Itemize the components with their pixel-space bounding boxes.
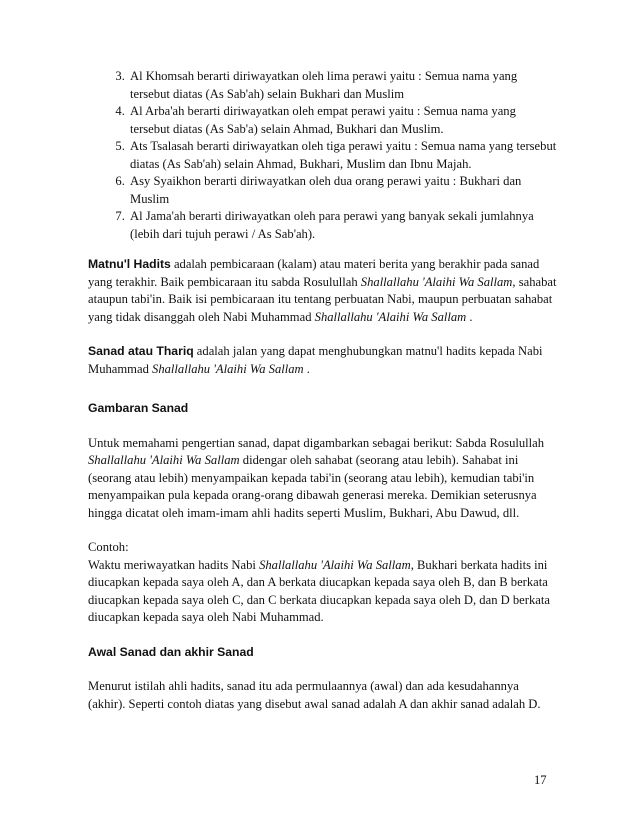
matnul-hadits-paragraph xyxy=(88,256,558,326)
sanad-thariq-paragraph xyxy=(88,343,558,378)
paragraph-text: Untuk memahami pengertian sanad, dapat digambarkan sebagai berikut: Sabda Rosulullah xyxy=(88,435,545,450)
honorific-italic: Shallallahu 'Alaihi Wa Sallam xyxy=(259,557,411,572)
list-item: 3. Al Khomsah berarti diriwayatkan oleh lima perawi yaitu : Semua nama yang tersebut diatas (As Sab'ah) selain Bukhari dan Muslim xyxy=(128,68,558,103)
list-item: 4. Al Arba'ah berarti diriwayatkan oleh empat perawi yaitu : Semua nama yang tersebut diatas (As Sab'a) selain Ahmad, Bukhari dan Muslim. xyxy=(128,103,558,138)
paragraph-text: adalah pembicaraan (kalam) atau materi berita yang berakhir pada sanad yang terakhir. Baik pembicaraan itu sabda Rosulullah xyxy=(88,257,540,289)
paragraph-text: adalah jalan yang dapat menghubungkan matnu'l hadits kepada Nabi Muhammad xyxy=(88,344,543,376)
list-item: 5. Ats Tsalasah berarti diriwayatkan oleh tiga perawi yaitu : Semua nama yang tersebut diatas (As Sab'ah) selain Ahmad, Bukhari, Muslim dan Ibnu Majah. xyxy=(128,138,558,173)
contoh-paragraph xyxy=(88,539,558,627)
page-number: 17 xyxy=(534,773,547,787)
paragraph-text: . xyxy=(303,361,310,376)
sanad-thariq-term: Sanad atau Thariq xyxy=(88,344,194,358)
honorific-italic: Shallallahu 'Alaihi Wa Sallam xyxy=(152,361,304,376)
honorific-italic: Shallallahu 'Alaihi Wa Sallam xyxy=(314,309,467,324)
contoh-label: Contoh: xyxy=(88,540,129,554)
paragraph-text: , Bukhari berkata hadits ini diucapkan kepada saya oleh A, dan A berkata diucapkan kepada saya oleh B, dan B berkata diucapkan kepada saya oleh C, dan C berkata diucapkan kepada saya oleh D, dan D berkata diucapkan kepada saya oleh Nabi Muhammad. xyxy=(88,557,550,624)
gambaran-sanad-heading: Gambaran Sanad xyxy=(88,401,189,415)
paragraph-text: Waktu meriwayatkan hadits Nabi xyxy=(88,557,260,572)
honorific-italic: Shallallahu 'Alaihi Wa Sallam xyxy=(360,274,513,289)
honorific-italic: Shallallahu 'Alaihi Wa Sallam xyxy=(88,453,240,467)
awal-akhir-sanad-paragraph: Menurut istilah ahli hadits, sanad itu ada permulaannya (awal) dan ada kesudahannya (akhir). Seperti contoh diatas yang disebut awal sanad adalah A dan akhir sanad adalah D. xyxy=(88,679,541,711)
awal-akhir-sanad-heading: Awal Sanad dan akhir Sanad xyxy=(88,644,254,659)
narrator-list xyxy=(88,68,558,243)
gambaran-sanad-paragraph xyxy=(88,435,558,523)
paragraph-text: didengar oleh sahabat (seorang atau lebih). Sahabat ini (seorang atau lebih) menyampaikan kepada tabi'in (seorang atau lebih), kemudian tabi'in menyampaikan pula kepada orang-orang dibawah generasi mereka. Demikian seterusnya hingga dicatat oleh imam-imam ahli hadits seperti Muslim, Bukhari, Abu Dawud, dll. xyxy=(88,453,537,520)
list-item: 6. Asy Syaikhon berarti diriwayatkan oleh dua orang perawi yaitu : Bukhari dan Muslim xyxy=(128,173,558,208)
paragraph-text: , sahabat ataupun tabi'in. Baik isi pembicaraan itu tentang perbuatan Nabi, maupun perbuatan sahabat yang tidak disanggah oleh Nabi Muhammad xyxy=(88,274,557,324)
matnul-hadits-term: Matnu'l Hadits xyxy=(88,257,171,271)
list-item: 7. Al Jama'ah berarti diriwayatkan oleh para perawi yang banyak sekali jumlahnya (lebih dari tujuh perawi / As Sab'ah). xyxy=(128,208,558,243)
page-content xyxy=(88,68,558,730)
paragraph-text: . xyxy=(466,309,473,324)
